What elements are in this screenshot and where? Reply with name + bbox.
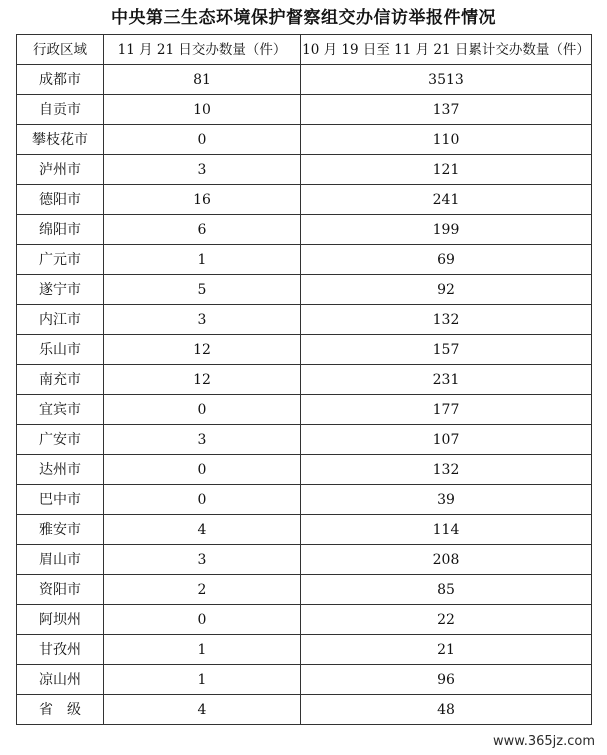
daily-count-cell: 12 bbox=[104, 365, 301, 395]
cumulative-count-cell: 132 bbox=[301, 305, 592, 335]
daily-count-cell: 1 bbox=[104, 635, 301, 665]
daily-count-cell: 16 bbox=[104, 185, 301, 215]
region-cell: 巴中市 bbox=[17, 485, 104, 515]
cumulative-count-cell: 241 bbox=[301, 185, 592, 215]
daily-count-cell: 1 bbox=[104, 665, 301, 695]
region-cell: 南充市 bbox=[17, 365, 104, 395]
daily-count-cell: 0 bbox=[104, 605, 301, 635]
page-title: 中央第三生态环境保护督察组交办信访举报件情况 bbox=[111, 8, 496, 28]
table-row bbox=[17, 155, 592, 185]
region-cell: 乐山市 bbox=[17, 335, 104, 365]
region-cell: 省 级 bbox=[17, 695, 104, 725]
table-row bbox=[17, 305, 592, 335]
table-row bbox=[17, 515, 592, 545]
cumulative-count-cell: 21 bbox=[301, 635, 592, 665]
table-row bbox=[17, 125, 592, 155]
daily-count-cell: 0 bbox=[104, 395, 301, 425]
daily-count-cell: 3 bbox=[104, 155, 301, 185]
cumulative-count-cell: 96 bbox=[301, 665, 592, 695]
cumulative-count-cell: 177 bbox=[301, 395, 592, 425]
cumulative-count-cell: 121 bbox=[301, 155, 592, 185]
region-cell: 甘孜州 bbox=[17, 635, 104, 665]
daily-count-cell: 12 bbox=[104, 335, 301, 365]
cumulative-count-cell: 137 bbox=[301, 95, 592, 125]
table-row bbox=[17, 545, 592, 575]
region-cell: 宜宾市 bbox=[17, 395, 104, 425]
region-cell: 成都市 bbox=[17, 65, 104, 95]
region-cell: 雅安市 bbox=[17, 515, 104, 545]
table-header-row bbox=[17, 35, 592, 65]
cumulative-count-cell: 92 bbox=[301, 275, 592, 305]
daily-count-cell: 4 bbox=[104, 695, 301, 725]
region-cell: 泸州市 bbox=[17, 155, 104, 185]
region-cell: 内江市 bbox=[17, 305, 104, 335]
region-cell: 达州市 bbox=[17, 455, 104, 485]
cumulative-count-cell: 132 bbox=[301, 455, 592, 485]
cumulative-count-cell: 157 bbox=[301, 335, 592, 365]
daily-count-cell: 3 bbox=[104, 425, 301, 455]
region-cell: 自贡市 bbox=[17, 95, 104, 125]
daily-count-cell: 0 bbox=[104, 485, 301, 515]
table-row bbox=[17, 245, 592, 275]
site-watermark: www.365jz.com bbox=[493, 734, 595, 749]
cumulative-count-cell: 69 bbox=[301, 245, 592, 275]
daily-count-cell: 1 bbox=[104, 245, 301, 275]
cumulative-count-cell: 114 bbox=[301, 515, 592, 545]
table-row bbox=[17, 95, 592, 125]
table-row bbox=[17, 485, 592, 515]
table-row bbox=[17, 665, 592, 695]
region-cell: 绵阳市 bbox=[17, 215, 104, 245]
table-row bbox=[17, 395, 592, 425]
table-row bbox=[17, 275, 592, 305]
cumulative-count-cell: 48 bbox=[301, 695, 592, 725]
region-cell: 广安市 bbox=[17, 425, 104, 455]
daily-count-cell: 0 bbox=[104, 125, 301, 155]
table-row bbox=[17, 575, 592, 605]
petition-table bbox=[16, 34, 592, 725]
region-cell: 广元市 bbox=[17, 245, 104, 275]
cumulative-count-cell: 85 bbox=[301, 575, 592, 605]
table-row bbox=[17, 65, 592, 95]
table-row bbox=[17, 455, 592, 485]
table-row bbox=[17, 185, 592, 215]
table-row bbox=[17, 215, 592, 245]
daily-count-cell: 0 bbox=[104, 455, 301, 485]
daily-count-cell: 2 bbox=[104, 575, 301, 605]
cumulative-count-cell: 199 bbox=[301, 215, 592, 245]
table-row bbox=[17, 335, 592, 365]
region-cell: 眉山市 bbox=[17, 545, 104, 575]
table-row bbox=[17, 425, 592, 455]
cumulative-count-cell: 22 bbox=[301, 605, 592, 635]
cumulative-count-cell: 208 bbox=[301, 545, 592, 575]
cumulative-count-cell: 107 bbox=[301, 425, 592, 455]
region-cell: 遂宁市 bbox=[17, 275, 104, 305]
table-row bbox=[17, 605, 592, 635]
table-row bbox=[17, 365, 592, 395]
header-daily-count: 11 月 21 日交办数量（件） bbox=[104, 35, 301, 65]
region-cell: 攀枝花市 bbox=[17, 125, 104, 155]
header-cumulative-count: 10 月 19 日至 11 月 21 日累计交办数量（件） bbox=[301, 35, 592, 65]
header-region: 行政区域 bbox=[17, 35, 104, 65]
daily-count-cell: 3 bbox=[104, 305, 301, 335]
region-cell: 资阳市 bbox=[17, 575, 104, 605]
region-cell: 阿坝州 bbox=[17, 605, 104, 635]
daily-count-cell: 81 bbox=[104, 65, 301, 95]
daily-count-cell: 6 bbox=[104, 215, 301, 245]
daily-count-cell: 5 bbox=[104, 275, 301, 305]
cumulative-count-cell: 231 bbox=[301, 365, 592, 395]
region-cell: 德阳市 bbox=[17, 185, 104, 215]
daily-count-cell: 4 bbox=[104, 515, 301, 545]
table-row bbox=[17, 635, 592, 665]
region-cell: 凉山州 bbox=[17, 665, 104, 695]
cumulative-count-cell: 110 bbox=[301, 125, 592, 155]
cumulative-count-cell: 39 bbox=[301, 485, 592, 515]
daily-count-cell: 10 bbox=[104, 95, 301, 125]
table-row bbox=[17, 695, 592, 725]
daily-count-cell: 3 bbox=[104, 545, 301, 575]
cumulative-count-cell: 3513 bbox=[301, 65, 592, 95]
